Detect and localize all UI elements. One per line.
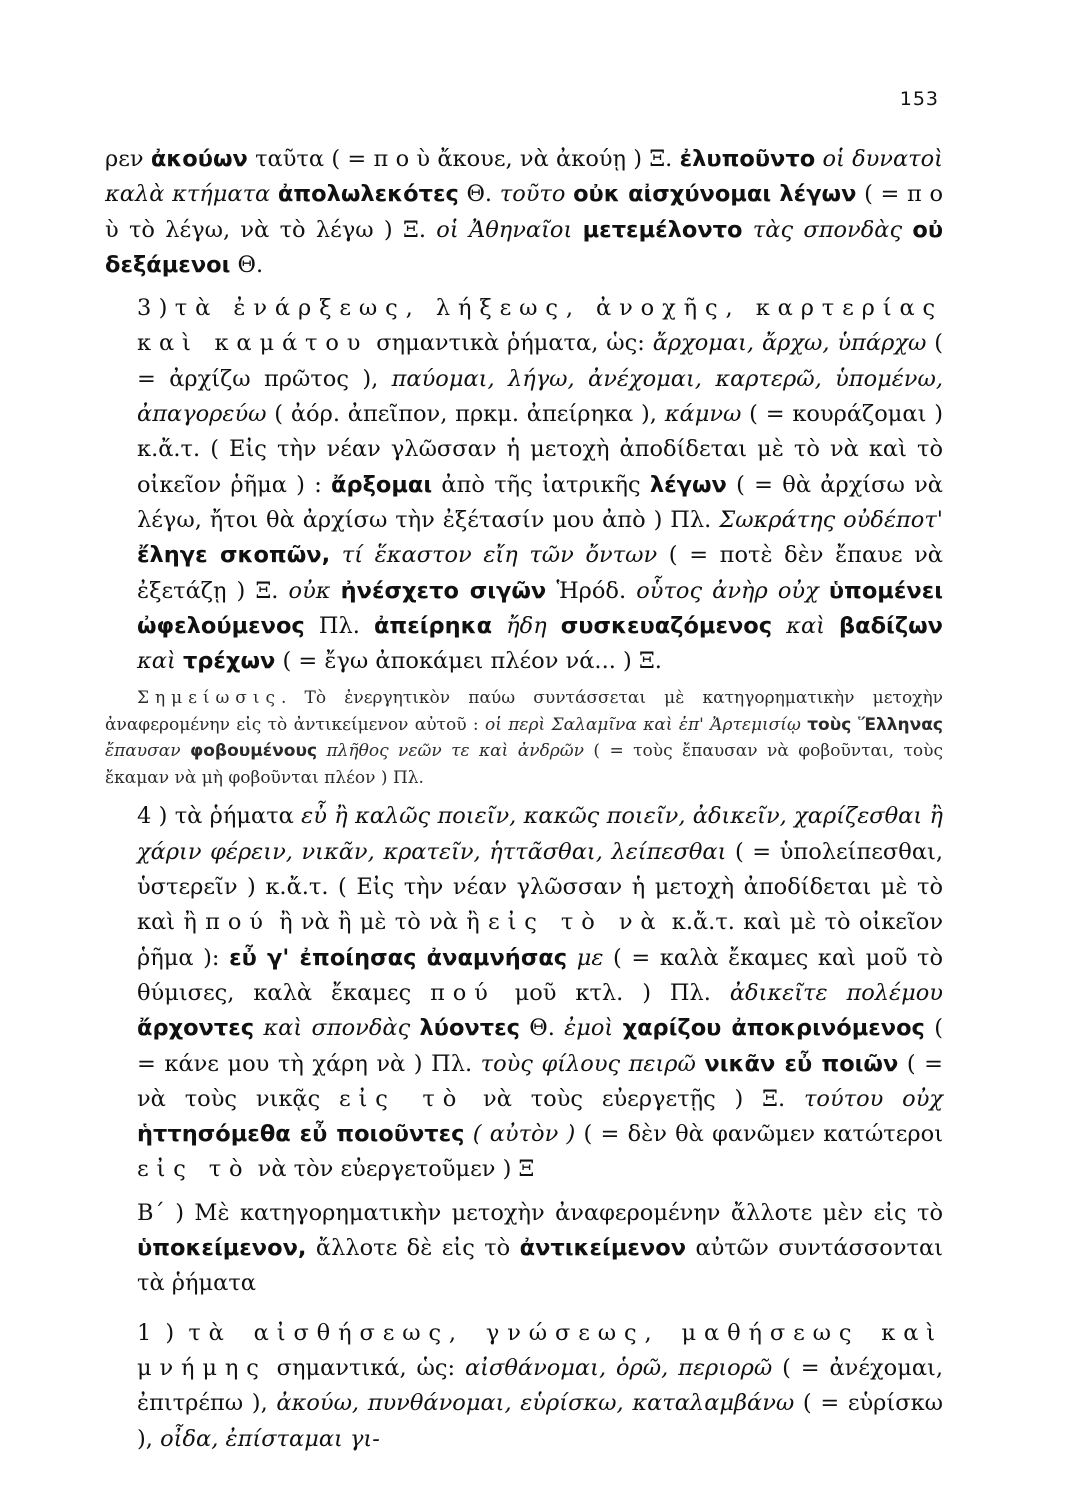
note-paragraph: Σημείωσις. Τὸ ἐνεργητικὸν παύω συντάσσεται μὲ κατηγορηματικὴν μετοχὴν ἀναφερομένην εἰς τὸ ἀντικείμενον αὐτοῦ : οἱ περὶ Σαλαμῖνα καὶ ἐπ' Ἀρτεμισίῳ τοὺς Ἕλληνας ἔπαυσαν φοβουμένους πλῆθος νεῶν τε καὶ ἀνδρῶν ( = τοὺς ἔπαυσαν νὰ φοβοῦνται, τοὺς ἔκαμαν νὰ μὴ φοβοῦνται πλέον ) Πλ. [105,688,943,788]
page-number: 153 [899,88,939,110]
paragraph-section-3: 3 ) τὰ ἐνάρξεως, λήξεως, ἀνοχῆς, καρτερίας καὶ καμάτου σημαντικὰ ῥήματα, ὡς: ἄρχομαι, ἄρχω, ὑπάρχω ( = ἀρχίζω πρῶτος ), παύομαι, λήγω, ἀνέχομαι, καρτερῶ, ὑπομένω, ἀπαγορεύω ( ἀόρ. ἀπεῖπον, πρκμ. ἀπείρηκα ), κάμνω ( = κουράζομαι ) κ.ἄ.τ. ( Εἰς τὴν νέαν γλῶσσαν ἡ μετοχὴ ἀποδίδεται μὲ τὸ νὰ καὶ τὸ οἰκεῖον ῥῆμα ) : ἄρξομαι ἀπὸ τῆς ἰατρικῆς λέγων ( = θὰ ἀρχίσω νὰ λέγω, ἤτοι θὰ ἀρχίσω τὴν ἐξέτασίν μου ἀπὸ ) Πλ. Σωκράτης οὐδέποτ' ἔληγε σκοπῶν, τί ἕκαστον εἴη τῶν ὄντων ( = ποτὲ δὲν ἔπαυε νὰ ἐξετάζῃ ) Ξ. οὐκ ἠνέσχετο σιγῶν Ἡρόδ. οὗτος ἀνὴρ οὐχ ὑπομένει ὠφελούμενος Πλ. ἀπείρηκα ἤδη συσκευαζόμενος καὶ βαδίζων καὶ τρέχων ( = ἔγω ἀποκάμει πλέον νά... ) Ξ. [137,295,944,675]
paragraph-section-1: 1 ) τὰ αἰσθήσεως, γνώσεως, μαθήσεως καὶ μνήμης σημαντικά, ὡς: αἰσθάνομαι, ὁρῶ, περιορῶ ( = ἀνέχομαι, ἐπιτρέπω ), ἀκούω, πυνθάνομαι, εὑρίσκω, καταλαμβάνω ( = εὑρίσκω ), οἶδα, ἐπίσταμαι γι- [137,1319,943,1452]
paragraph-section-b: Β΄ ) Μὲ κατηγορηματικὴν μετοχὴν ἀναφερομένην ἄλλοτε μὲν εἰς τὸ ὑποκείμενον, ἄλλοτε δὲ εἰς τὸ ἀντικείμενον αὐτῶν συντάσσονται τὰ ῥήματα [137,1199,943,1297]
paragraph-continuation: ρεν ἀκούων ταῦτα ( = π ο ὺ ἄκουε, νὰ ἀκούῃ ) Ξ. ἐλυποῦντο οἱ δυνατοὶ καλὰ κτήματα ἀπολωλεκότες Θ. τοῦτο οὐκ αἰσχύνομαι λέγων ( = π ο ὺ τὸ λέγω, νὰ τὸ λέγω ) Ξ. οἱ Ἀθηναῖοι μετεμέλοντο τὰς σπονδὰς οὐ δεξάμενοι Θ. [105,146,944,278]
page-body [105,142,943,1457]
paragraph-section-4: 4 ) τὰ ῥήματα εὖ ἢ καλῶς ποιεῖν, κακῶς ποιεῖν, ἀδικεῖν, χαρίζεσθαι ἢ χάριν φέρειν, νικᾶν, κρατεῖν, ἡττᾶσθαι, λείπεσθαι ( = ὑπολείπεσθαι, ὑστερεῖν ) κ.ἄ.τ. ( Εἰς τὴν νέαν γλῶσσαν ἡ μετοχὴ ἀποδίδεται μὲ τὸ καὶ ἢ πού ἢ νὰ ἢ μὲ τὸ νὰ ἢ εἰς τὸ νὰ κ.ἄ.τ. καὶ μὲ τὸ οἰκεῖον ῥῆμα ): εὖ γ' ἐποίησας ἀναμνήσας με ( = καλὰ ἔκαμες καὶ μοῦ τὸ θύμισες, καλὰ ἔκαμες πού μοῦ κτλ. ) Πλ. ἀδικεῖτε πολέμου ἄρχοντες καὶ σπονδὰς λύοντες Θ. ἐμοὶ χαρίζου ἀποκρινόμενος ( = κάνε μου τὴ χάρη νὰ ) Πλ. τοὺς φίλους πειρῶ νικᾶν εὖ ποιῶν ( = νὰ τοὺς νικᾷς εἰς τὸ νὰ τοὺς εὐεργετῇς ) Ξ. τούτου οὐχ ἡττησόμεθα εὖ ποιοῦντες ( αὐτὸν ) ( = δὲν θὰ φανῶμεν κατώτεροι εἰς τὸ νὰ τὸν εὐεργετοῦμεν ) Ξ [137,803,944,1183]
